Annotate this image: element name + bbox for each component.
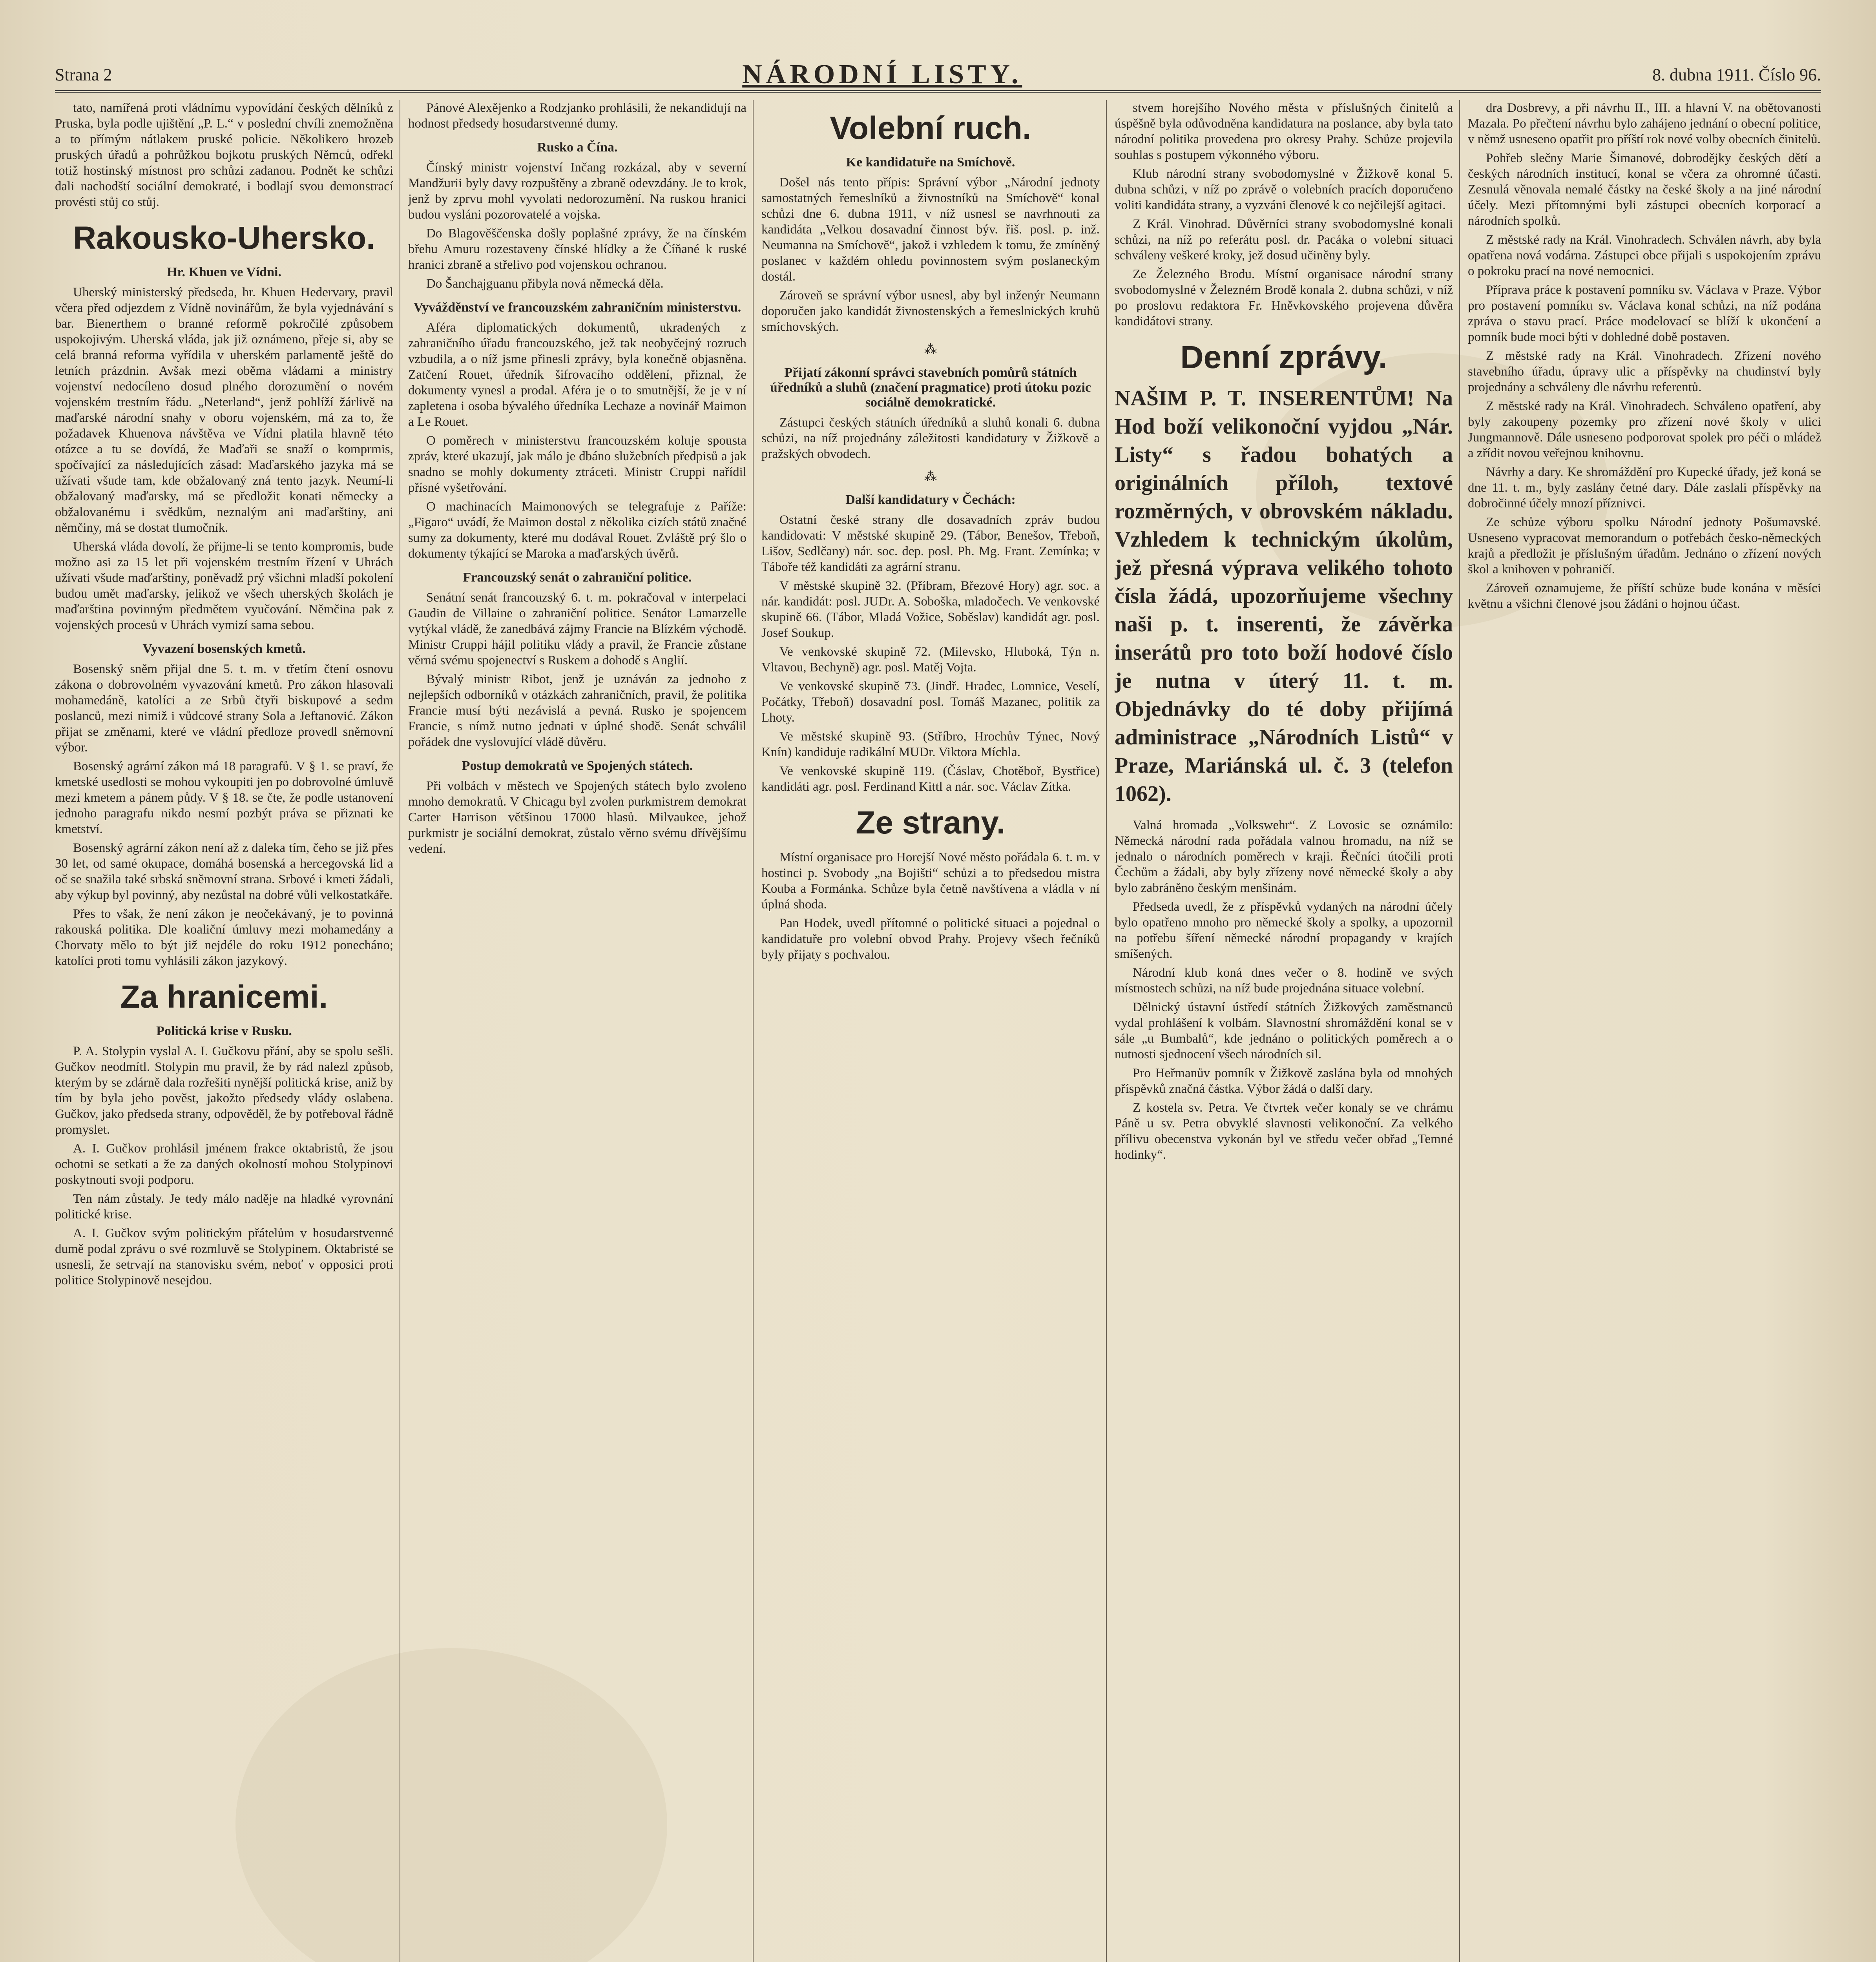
section-title: Za hranicemi. <box>120 979 328 1015</box>
article-text: Ostatní české strany dle dosavadních zpráv budou kandidovati: V městské skupině 29. (Tábor, Benešov, Třeboň, Lišov, Sedlčany) nár. soc. dep. posl. Ph. Mg. Frant. Zemínka; v Táboře též kandidáti za agrární stranu. <box>761 513 1100 574</box>
article-text: Národní klub koná dnes večer o 8. hodině ve svých místnostech schůzi, na níž bude projednána situace volební. <box>1115 966 1453 996</box>
article-text: Ve venkovské skupině 72. (Milevsko, Hluboká, Týn n. Vltavou, Bechyně) agr. posl. Matěj Vojta. <box>761 645 1100 675</box>
article-text: Místní organisace pro Horejší Nové město pořádala 6. t. m. v hostinci p. Svobody „na Bojišti“ schůzi a to předsedou mistra Kouba a Formánka. Schůze byla četně navštívena a vládla v ní úplná shoda. <box>761 850 1100 912</box>
article-text: Aféra diplomatických dokumentů, ukradených z zahraničního úřadu francouzského, jež tak neobyčejný rozruch vzbudila, a o níž jsme přinesli zprávy, byla konečně objasněna. Zatčení Rouet, úředník šifrovacího oddělení, přiznal, že dokumenty vynesl a prodal. Aféra je o to smutnější, že je v ní zapletena i osoba bývalého úředníka Lechaze a novinář Maimon a Le Rouet. <box>408 321 746 429</box>
article-text: dra Dosbrevy, a při návrhu II., III. a hlavní V. na obětovanosti Mazala. Po přečtení návrhu bylo zahájeno jednání o obecní politice, v němž usneseno opatřit pro příští rok nové volby obecních činitelů. <box>1468 101 1821 146</box>
page-number: Strana 2 <box>55 65 112 84</box>
article-text: Příprava práce k postavení pomníku sv. Václava v Praze. Výbor pro postavení pomníku sv. Václava konal schůzi, na níž podána zpráva o stavu prací. Práce modelovací se blíží k ukončení a pomník bude moci býti v dohledné době postaven. <box>1468 283 1821 344</box>
article-text: Přes to však, že není zákon je neočekávaný, je to povinná rakouská politika. Dle koaliční úmluvy mezi mohamedány a Chorvaty mělo to být již nejdéle do roku 1912 ponecháno; katolíci proti tomu vyhlásili zákon jazykový. <box>55 907 393 968</box>
article-text: Senátní senát francouzský 6. t. m. pokračoval v interpelaci Gaudin de Villaine o zahraniční politice. Senátor Lamarzelle vytýkal vládě, že zanedbává zájmy Francie na Blízkém východě. Ministr Cruppi hájil politiku vlády a pravil, že Francie zůstane věrná svému spojenectví s Ruskem a dohodě s Anglií. <box>408 591 746 667</box>
article-text: Došel nás tento přípis: Správní výbor „Národní jednoty samostatných řemeslníků a živnostníků na Smíchově“ konal schůzi dne 6. dubna 1911, v níž usnesl se navrhnouti za kandidáta „Velkou dosavadní činnost býv. řiš. posl. p. inž. Neumanna na Smíchově“, jakož i vzhledem k tomu, že zmíněný poslanec v každém ohledu povinnostem svým poslaneckým dostál. <box>761 175 1100 284</box>
article-text: V městské skupině 32. (Příbram, Březové Hory) agr. soc. a nár. kandidát: posl. JUDr. A. Soboška, mladočech. Ve venkovské skupině 66. (Tábor, Mladá Vožice, Soběslav) kandidát agr. posl. Josef Soukup. <box>761 579 1100 640</box>
notice-text: NAŠIM P. T. INSERENTŮM! Na Hod boží velikonoční vyjdou „Nár. Listy“ s řadou bohatých a originálních příloh, textové rozměrných, v obrovském nákladu. Vzhledem k technickým úkolům, jež přesná výprava velikého tohoto čísla žádá, upozorňujeme všechny naši p. t. inserenti, že závěrka inserátů pro toto boží hodové číslo je nutna v úterý 11. t. m. Objednávky do té doby přijímá administrace „Národních Listů“ v Praze, Mariánská ul. č. 3 (telefon 1062). <box>1115 386 1453 806</box>
column-divider <box>1106 100 1107 1962</box>
column-divider <box>1459 100 1460 1962</box>
article-text: Ten nám zůstaly. Je tedy málo naděje na hladké vyrovnání politické krise. <box>55 1192 393 1222</box>
article-text: Zástupci českých státních úředníků a sluhů konali 6. dubna schůzi, na níž projednány záležitosti kandidatury v Žižkově a pražských obvodech. <box>761 416 1100 461</box>
masthead-title: NÁRODNÍ LISTY. <box>742 59 1022 89</box>
article-text: Zároveň oznamujeme, že příští schůze bude konána v měsíci květnu a všichni členové jsou žádáni o hojnou účast. <box>1468 581 1821 611</box>
column-3 <box>761 100 1100 1962</box>
article-text: Z Král. Vinohrad. Důvěrníci strany svobodomyslné konali schůzi, na níž po referátu posl. dr. Pacáka o volební situaci schváleny veškeré kroky, jež dosud učiněny byly. <box>1115 217 1453 263</box>
article-subhead: Přijatí zákonní správci stavebních pomůrů státních úředníků a sluhů (značení pragmatice) proti útoku pozic sociálně demokratické. <box>770 365 1091 410</box>
section-title: Rakousko-Uhersko. <box>73 220 376 256</box>
article-subhead: Postup demokratů ve Spojených státech. <box>462 759 693 773</box>
article-text: Ze Železného Brodu. Místní organisace národní strany svobodomyslné v Železném Brodě konala 2. dubna schůzi, v níž po proslovu redaktora Fr. Hněvkovského projevena důvěra kandidátovi strany. <box>1115 267 1453 328</box>
advertiser-notice <box>1115 384 1453 808</box>
separator-stars: ⁂ <box>924 469 937 483</box>
column-divider <box>753 100 754 1962</box>
article-text: Návrhy a dary. Ke shromáždění pro Kupecké úřady, jež koná se dne 11. t. m., byly zaslány četné dary. Dále zaslali příspěvky na dobročinné účely mnozí příznivci. <box>1468 465 1821 511</box>
article-text: Bosenský agrární zákon má 18 paragrafů. V § 1. se praví, že kmetské usedlosti se mohou vykoupiti jen po dobrovolné úmluvě mezi kmetem a pánem půdy. V § 18. se čte, že podle ustanovení jednoho paragrafu nikdo nesmí pozbýt práva se přiznati ke kmetství. <box>55 759 393 836</box>
article-subhead: Politická krise v Rusku. <box>156 1024 292 1038</box>
article-text: Dělnický ústavní ústředí státních Žižkových zaměstnanců vydal prohlášení k volbám. Slavnostní shromáždění konal se v sále „u Bumbalů“, kde jednáno o politických poměrech a o nutnosti sjednocení všech národních sil. <box>1115 1000 1453 1061</box>
column-4 <box>1115 100 1453 1962</box>
article-text: O machinacích Maimonových se telegrafuje z Paříže: „Figaro“ uvádí, že Maimon dostal z několika cizích států značné sumy za dokumenty, které mu dodával Rouet. Zvláště prý šlo o dokumenty týkající se Maroka a maďarských úvěrů. <box>408 500 746 561</box>
article-text: stvem horejšího Nového města v příslušných činitelů a úspěšně byla odůvodněna kandidatura na poslance, aby byla tato národní politika provedena pro okresy Prahy. Schůze projevila souhlas s postupem výkonného výboru. <box>1115 101 1453 162</box>
article-text: Ze schůze výboru spolku Národní jednoty Pošumavské. Usneseno vypracovat memorandum o potřebách česko-německých krajů a předložit je příslušným úřadům. Jednáno o zřízení nových škol a knihoven v pohraničí. <box>1468 515 1821 576</box>
article-text: Do Šanchajguanu přibyla nová německá děla. <box>426 277 664 291</box>
article-text: Zároveň se správní výbor usnesl, aby byl inženýr Neumann doporučen jako kandidát živnostenských a řemeslnických kruhů smíchovských. <box>761 288 1100 334</box>
article-text: Pohřeb slečny Marie Šimanové, dobrodějky českých dětí a českých národních institucí, konal se včera za ohromné účasti. Zesnulá věnovala nemalé částky na české školy a na jiné národní účely. Mezi přítomnými byli zástupci obecních korporací a národních spolků. <box>1468 151 1821 228</box>
section-title: Denní zprávy. <box>1180 339 1387 375</box>
article-text: Z městské rady na Král. Vinohradech. Schváleno opatření, aby byly zakoupeny pozemky pro zřízení nové školy v ulici Jungmannově. Dále usneseno podporovat spolek pro péči o mládež a zřídit novou veřejnou knihovnu. <box>1468 399 1821 460</box>
article-text: Do Blagověščenska došly poplašné zprávy, že na čínském břehu Amuru rozestaveny čínské hlídky a že Číňané k ruské hranici zbraně a střelivo pod vojenskou ochranou. <box>408 226 746 272</box>
article-text: Bosenský sněm přijal dne 5. t. m. v třetím čtení osnovu zákona o dobrovolném vyvazování kmetů. Pro zákon hlasovali mohamedáně, katolíci a ze Srbů čtyři biskupové a sedm poslanců, mezi nimiž i vůdcové strany Sola a Jeftanović. Zákon přijat se změnami, které ve vládní předloze provedl sněmovní výbor. <box>55 662 393 755</box>
column-1 <box>55 100 393 1962</box>
column-2 <box>408 100 746 1962</box>
article-text: O poměrech v ministerstvu francouzském koluje spousta zpráv, které ukazují, jak málo je dbáno služebních předpisů a jak snadno se mohly dokumenty ztráceti. Ministr Cruppi nařídil přísné vyšetřování. <box>408 434 746 495</box>
article-text: Ve venkovské skupině 73. (Jindř. Hradec, Lomnice, Veselí, Počátky, Třeboň) dosavadní posl. Tomáš Mazanec, politik za Lhoty. <box>761 679 1100 725</box>
article-text: P. A. Stolypin vyslal A. I. Gučkovu přání, aby se spolu sešli. Gučkov neodmítl. Stolypin mu pravil, že by rád nalezl způsob, kterým by se zdárně dala rozřešiti nynější politická krise, aniž by tím by byla jeho pověst, jakožto předsedy vlády oslabena. Gučkov, jako předseda strany, odpověděl, že by potřeboval řádně promyslet. <box>55 1044 393 1137</box>
article-text: Ve městské skupině 93. (Stříbro, Hrochův Týnec, Nový Knín) kandiduje radikální MUDr. Viktora Míchla. <box>761 729 1100 759</box>
article-text: Uherská vláda dovolí, že přijme-li se tento kompromis, bude možno asi za 15 let při vojenském trestním řízení v Uhrách užívati všude maďarštiny, poněvadž prý všichni mladší pokolení budou umět maďarsky, jelikož ve všech uherských školách je maďarština povinným předmětem vyučování. Němčina pak z vojenských procesů v Uhrách vymizí sama sebou. <box>55 540 393 632</box>
article-text: Při volbách v městech ve Spojených státech bylo zvoleno mnoho demokratů. V Chicagu byl zvolen purkmistrem demokrat Carter Harrison většinou 17000 hlasů. Milvaukee, jehož purkmistr je sociální demokrat, zůstalo věrno svému dřívějšímu vedení. <box>408 779 746 856</box>
article-text: Z kostela sv. Petra. Ve čtvrtek večer konaly se ve chrámu Páně u sv. Petra obvyklé slavnosti velikonoční. Za velkého přílivu obecenstva vykonán byl ve středu večer obřad „Temné hodinky“. <box>1115 1101 1453 1162</box>
article-text: Předseda uvedl, že z příspěvků vydaných na národní účely bylo opatřeno mnoho pro německé školy a spolky, a upozornil na potřebu šíření německé národní propagandy v krajích smíšených. <box>1115 900 1453 961</box>
article-text: Pro Heřmanův pomník v Žižkově zaslána byla od mnohých příspěvků značná částka. Výbor žádá o další dary. <box>1115 1066 1453 1096</box>
separator-stars: ⁂ <box>924 342 937 356</box>
article-subhead: Ke kandidatuře na Smíchově. <box>846 155 1015 170</box>
article-text: A. I. Gučkov svým politickým přátelům v hosudarstvenné dumě podal zprávu o své rozmluvě se Stolypinem. Oktabristé se usnesli, že setrvají na stanovisku svém, neboť v opposici proti politice Stolypinově nesejdou. <box>55 1226 393 1287</box>
article-text: Pánové Alexějenko a Rodzjanko prohlásili, že nekandidují na hodnost předsedy hosudarstvenné dumy. <box>408 101 746 131</box>
article-subhead: Hr. Khuen ve Vídni. <box>167 265 281 279</box>
section-title: Volební ruch. <box>830 110 1031 146</box>
article-subhead: Další kandidatury v Čechách: <box>845 492 1016 507</box>
article-text: Z městské rady na Král. Vinohradech. Zřízení nového stavebního úřadu, úpravy ulic a příspěvky na chudinství byly projednány a schváleny dle návrhu referentů. <box>1468 349 1821 394</box>
column-5 <box>1468 100 1821 1962</box>
article-text: Z městské rady na Král. Vinohradech. Schválen návrh, aby byla opatřena nová vodárna. Zástupci obce přijali s uspokojením zprávu o pokroku prací na nové nemocnici. <box>1468 233 1821 278</box>
article-subhead: Vyvážděnství ve francouzském zahraničním ministerstvu. <box>413 300 741 315</box>
section-title: Ze strany. <box>856 805 1006 841</box>
article-subhead: Vyvazení bosenských kmetů. <box>142 642 306 656</box>
article-text: tato, namířená proti vládnímu vypovídání českých dělníků z Pruska, byla podle ujištění „P. L.“ v poslední chvíli znemožněna a to přímým nátlakem pruské policie. Několikero hrozeb pruských úřadů a pohrůžkou bojkotu pruských Němců, odřekl totiž hostinský místnost pro schůzi zadanou. Podnět ke schůzi dali nachodští sociální demokraté, i bodlají svou demonstrací provésti stůj co stůj. <box>55 101 393 209</box>
article-subhead: Francouzský senát o zahraniční politice. <box>463 570 692 585</box>
article-text: Valná hromada „Volkswehr“. Z Lovosic se oznámilo: Německá národní rada pořádala valnou hromadu, na níž se jednalo o národních poměrech v kraji. Řečníci útočili proti Čechům a žádali, aby byly zřízeny nové německé školy a aby bylo zabráněno českým menšinám. <box>1115 818 1453 895</box>
article-text: Bývalý ministr Ribot, jenž je uznáván za jednoho z nejlepších odborníků v otázkách zahraničních, pravil, že politika Francie musí býti nezávislá a pevná. Rusko je spojencem Francie, s nímž nutno jednati v úplné shodě. Senát schválil pořádek dne vyslovující vládě důvěru. <box>408 672 746 749</box>
page-header <box>55 59 1821 93</box>
article-text: Klub národní strany svobodomyslné v Žižkově konal 5. dubna schůzi, v níž po zprávě o volebních pracích doporučeno voliti kandidáta strany, a vyzváni členové k co nejčilejší agitaci. <box>1115 167 1453 212</box>
article-text: Čínský ministr vojenství Inčang rozkázal, aby v severní Mandžurii byly davy rozpuštěny a zbraně odevzdány. Je to krok, jenž by zprvu mohl vyvolati nedorozumění. Na ruskou hranici budou vysláni pozorovatelé a vojska. <box>408 160 746 222</box>
article-text: Pan Hodek, uvedl přítomné o politické situaci a pojednal o kandidatuře pro volební obvod Prahy. Projevy všech řečníků byly přijaty s pochvalou. <box>761 916 1100 962</box>
article-text: A. I. Gučkov prohlásil jménem frakce oktabristů, že jsou ochotni se setkati a že za daných okolností mohou Stolypinovi poskytnouti svoji podporu. <box>55 1141 393 1187</box>
article-text: Ve venkovské skupině 119. (Čáslav, Chotěboř, Bystřice) kandidáti agr. posl. Ferdinand Kittl a nár. soc. Václav Zítka. <box>761 764 1100 794</box>
issue-date: 8. dubna 1911. Číslo 96. <box>1652 65 1821 84</box>
article-text: Bosenský agrární zákon není až z daleka tím, čeho se již přes 30 let, od samé okupace, domáhá bosenská a hercegovská lid a oč se snažila také srbská sněmovní strana. Srbové i kmeti žádali, aby výkup byl povinný, aby nezůstal na dobré vůli velkostatkáře. <box>55 841 393 902</box>
article-text: Uherský ministerský předseda, hr. Khuen Hedervary, pravil včera před odjezdem z Vídně novinářům, že byla vyjednávání s bar. Bienerthem o branné reformě pokročilé způsobem uspokojivým. Uherská vláda, jak již oznámeno, přeje si, aby se celá branná reforma vyřídila v uherském parlamentě ještě do letních prázdnin. Avšak mezi oběma vládami a ministry vojenství nedocíleno dosud plného dorozumění o novém vojenském trestním řádu. „Neterland“, jenž pohlíží žárlivě na maďarské národní snahy v oboru vojenském, má za to, že požadavek Khuenova návštěva ve Vídni platila hlavně této otázce a tu se dovídá, že Maďaři se snaží o komprmis, spočívající za následujících zásad: Maďarského jazyka má se užívati všude tam, kde obžalovaný zná tento jazyk. Neumí-li obžalovaný maďarsky, má se předložit konati německy a obžalovanému i svědkům, neznalým ani maďarštiny, ani němčiny, má se dostat tlumočník. <box>55 285 393 535</box>
article-subhead: Rusko a Čína. <box>537 140 618 155</box>
